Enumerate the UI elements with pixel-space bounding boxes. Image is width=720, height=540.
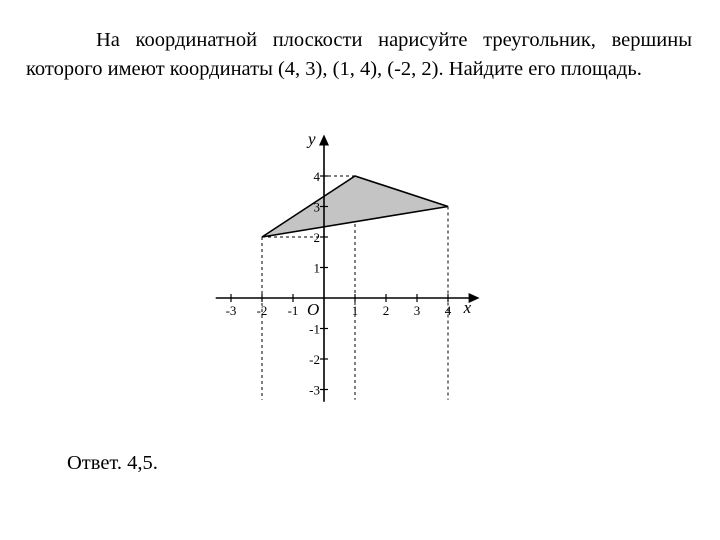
y-tick-label: 3 [313,199,320,215]
triangle-shape [262,176,448,237]
axes-group [216,135,480,402]
y-tick-label: -1 [309,321,320,337]
x-tick-label: -2 [256,303,268,318]
y-tick-label: 1 [313,260,320,276]
y-tick-label: 2 [313,230,320,245]
y-axis-arrow-icon [319,135,329,146]
y-tick-label: -2 [309,352,320,367]
y-axis-label: y [308,129,316,149]
answer-text: Ответ. 4,5. [67,452,158,474]
x-tick-label: -3 [225,303,237,318]
x-tick-label: 2 [382,303,390,318]
x-tick-label: 3 [413,303,421,318]
y-tick-label: -3 [309,382,320,398]
x-axis-label: x [463,298,472,317]
x-tick-label: 4 [444,303,452,318]
origin-label: O [307,300,320,319]
y-tick-label: 4 [313,169,320,184]
problem-statement: На координатной плоскости нарисуйте треугольник, вершины которого имеют координаты (4, 3), (1, 4), (-2, 2). Найдите его площадь. [26,29,692,80]
x-tick-label: -1 [287,303,299,318]
x-tick-label: 1 [351,303,359,318]
